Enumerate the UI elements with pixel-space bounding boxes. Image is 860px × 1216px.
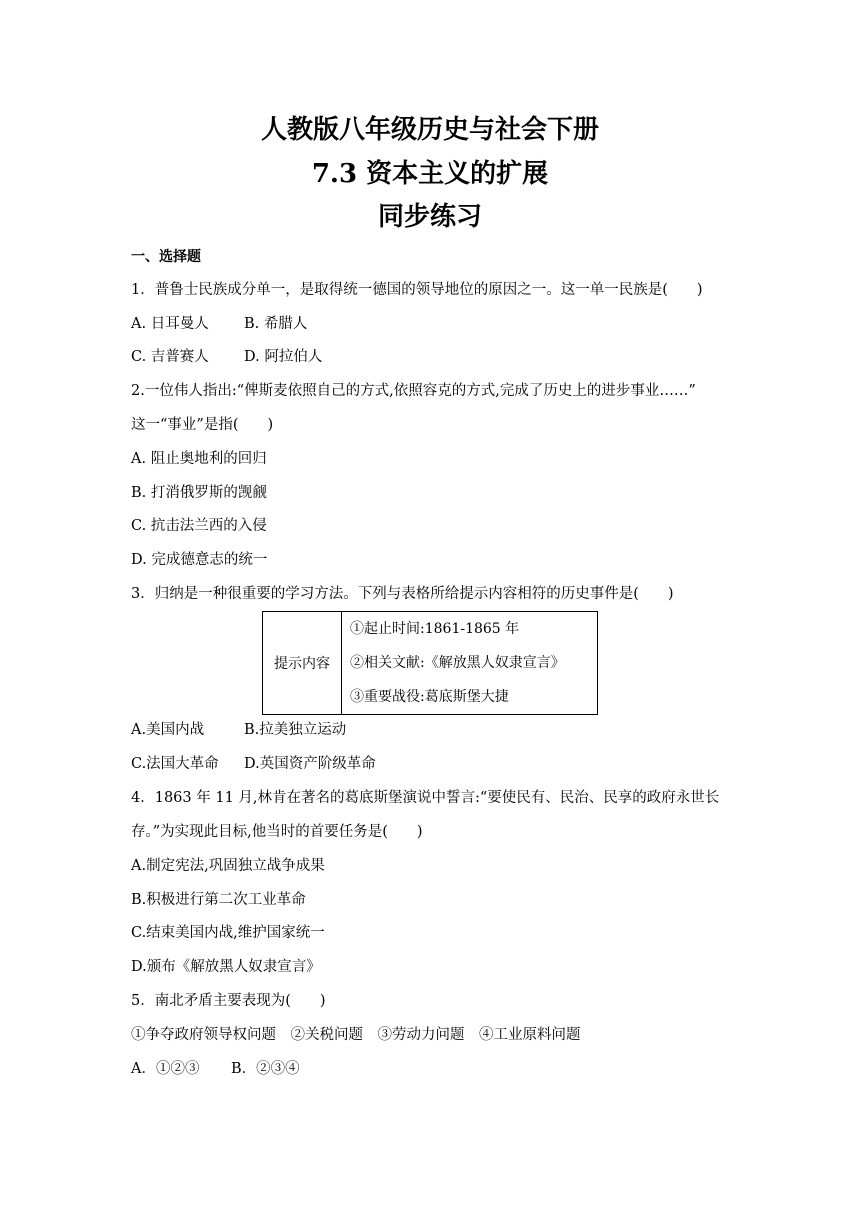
option-c: C.法国大革命	[131, 756, 219, 772]
option-c: C. 吉普赛人	[131, 349, 209, 365]
question-2-option-b: B. 打消俄罗斯的觊觎	[131, 485, 267, 501]
question-4-stem-cont: 存。”为实现此目标,他当时的首要任务是( )	[131, 824, 423, 840]
option-b: B. 希腊人	[244, 316, 308, 332]
question-1-options-row-1	[131, 313, 307, 335]
question-3-options-row-2	[131, 753, 376, 775]
option-d: D.英国资产阶级革命	[244, 756, 376, 772]
question-5-options-row-1	[131, 1058, 300, 1080]
question-3-stem: 3．归纳是一种很重要的学习方法。下列与表格所给提示内容相符的历史事件是( )	[131, 586, 674, 602]
question-1-options-row-2	[131, 346, 322, 368]
lesson-title: 7.3 资本主义的扩展	[311, 159, 549, 189]
question-4-option-a: A.制定宪法,巩固独立战争成果	[131, 858, 325, 874]
exercise-title: 同步练习	[377, 202, 482, 232]
option-a: A．①②③	[131, 1061, 200, 1077]
question-1-stem: 1．普鲁士民族成分单一，是取得统一德国的领导地位的原因之一。这一单一民族是( )	[131, 282, 703, 298]
question-4-option-d: D.颁布《解放黑人奴隶宣言》	[131, 959, 321, 975]
hint-row-3: ③重要战役:葛底斯堡大捷	[350, 689, 509, 705]
hint-row-2: ②相关文献:《解放黑人奴隶宣言》	[350, 655, 565, 671]
section-heading: 一、选择题	[131, 249, 201, 265]
question-2-stem: 2.一位伟人指出:“俾斯麦依照自己的方式,依照容克的方式,完成了历史上的进步事业……”	[131, 383, 696, 399]
option-d: D. 阿拉伯人	[244, 349, 323, 365]
hint-table-label: 提示内容	[263, 612, 342, 715]
question-2-option-a: A. 阻止奥地利的回归	[131, 451, 267, 467]
hint-table-content	[342, 612, 598, 715]
option-b: B.拉美独立运动	[244, 722, 347, 738]
document-title: 人教版八年级历史与社会下册	[260, 115, 599, 145]
question-2-option-c: C. 抗击法兰西的入侵	[131, 518, 267, 534]
question-4-option-c: C.结束美国内战,维护国家统一	[131, 925, 325, 941]
option-a: A.美国内战	[131, 722, 205, 738]
question-2-option-d: D. 完成德意志的统一	[131, 552, 268, 568]
option-a: A. 日耳曼人	[131, 316, 209, 332]
question-2-stem-cont: 这一“事业”是指( )	[131, 417, 274, 433]
option-b: B．②③④	[231, 1061, 300, 1077]
hint-table	[262, 611, 598, 715]
question-5-stem: 5．南北矛盾主要表现为( )	[131, 993, 326, 1009]
question-5-items: ①争夺政府领导权问题 ②关税问题 ③劳动力问题 ④工业原料问题	[131, 1027, 581, 1043]
question-4-stem: 4．1863 年 11 月,林肯在著名的葛底斯堡演说中誓言:“要使民有、民治、民享的政府永世长	[131, 790, 720, 806]
hint-row-1: ①起止时间:1861-1865 年	[350, 621, 520, 637]
question-3-options-row-1	[131, 719, 346, 741]
question-4-option-b: B.积极进行第二次工业革命	[131, 892, 306, 908]
